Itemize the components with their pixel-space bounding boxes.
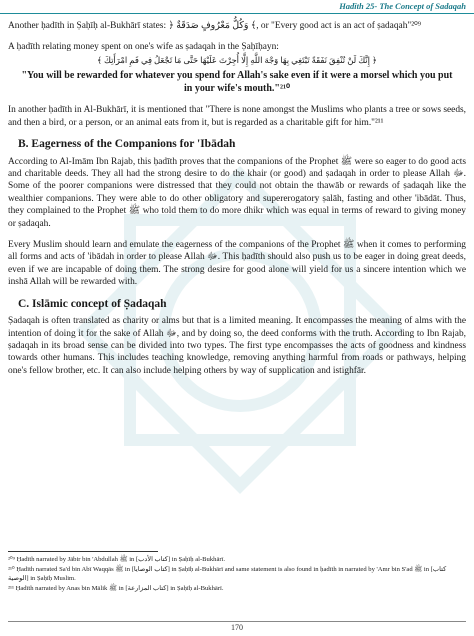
footnote-210: ²¹⁰ Ḥadīth narrated Sa'd bin Abī Waqqās ﷺ in [كتاب الوصايا] in Ṣaḥīḥ al-Bukhārī and same statement is also found in ḥadīth in narrated by 'Amr bin S'ad ﷺ in [كتاب الوصية] in Ṣaḥīḥ Muslim. — [8, 565, 447, 583]
footnote-209: ²⁰⁹ Ḥadīth narrated by Jābir bin 'Abdullah ﷺ in [كتاب الأدب] in Ṣaḥīḥ al-Bukhārī. — [8, 556, 226, 563]
hadith-quote: "You will be rewarded for whatever you spend for Allah's sake even if it were a morsel which you put in your wife's mouth."²¹⁰ — [21, 70, 453, 94]
arabic-hadith-text: ﴿ إِنَّكَ لَنْ تُنْفِقَ نَفَقَةً تَبْتَغِي بِهَا وَجْهَ اللَّهِ إِلَّا أُجِرْتَ عَلَيْهَا حَتَّى مَا تَجْعَلُ فِي فَمِ امْرَأَتِكَ ﴾ — [97, 55, 377, 65]
footnote-divider — [8, 551, 158, 552]
paragraph-sahihayn-intro: A ḥadīth relating money spent on one's wife as ṣadaqah in the Ṣaḥīḥayn: — [8, 42, 279, 53]
footnotes — [8, 555, 466, 593]
section-b-heading: B. Eagerness of the Companions for 'Ibādah — [18, 138, 236, 151]
page-header — [0, 0, 474, 14]
paragraph-bukhari-good-act: Another ḥadīth in Ṣaḥīḥ al-Bukhārī states: ﴿ وَكُلُّ مَعْرُوفٍ صَدَقَةٌ ﴾, or "Every good act is an act of ṣadaqah"²⁰⁹ — [8, 21, 422, 31]
section-b-paragraph-2: Every Muslim should learn and emulate the eagerness of the companions of the Prophet ﷺ when it comes to performing all forms and acts of 'ibādah in order to please Allah ﷻ. This ḥadīth should also push us to be eager in doing great deeds, even if we are incapable of doing them. The strong desire for good alone will yield for us a sincere intention which we inshā Allah will be rewarded with. — [8, 240, 466, 288]
paragraph-planting-tree: In another ḥadīth in Al-Bukhārī, it is mentioned that "There is none amongst the Muslims who plants a tree or sows seeds, and then a bird, or a person, or an animal eats from it, but is regarded as a charitable gift for him."²¹¹ — [8, 105, 466, 128]
page-number: 170 — [231, 623, 243, 632]
section-b-paragraph-1: According to Al-Imām Ibn Rajab, this ḥadīth proves that the companions of the Prophet ﷺ were so eager to do good acts and charitable deeds. They all had the strong desire to do the khair (or good) and ṣadaqah in order to please Allah ﷻ. Some of the poorer companions were distressed that they could not obtain the thawāb or rewards of ṣadaqah like the wealthier companions. They were able to do other obligatory and supererogatory ṣalāh, fasting and other 'ibādāt. Thus, they complained to the Prophet ﷺ who told them to do more dhikr which was equal in terms of reward to giving money or ṣadaqah. — [8, 156, 466, 229]
main-content — [8, 20, 466, 386]
section-c-paragraph-1: Ṣadaqah is often translated as charity or alms but that is a limited meaning. It encompasses the meaning of alms with the intention of doing it for the sake of Allah ﷻ, and by doing so, the deed conforms with the truth. According to Ibn Rajab, ṣadaqah in its broad sense can be divided into two types. The first type encompasses the acts of goodness and kindness towards other humans. This includes teaching knowledge, removing anything harmful from roads or pathways, helping one's fellow brother, etc. It can also include helping others by way of supplication and istighfār. — [8, 316, 466, 376]
footnote-211: ²¹¹ Ḥadīth narrated by Anas bin Mālik ﷺ in [كتاب المزارعة] in Ṣaḥīḥ al-Bukhārī. — [8, 584, 224, 592]
running-header-title: Hadīth 25- The Concept of Sadaqah — [339, 1, 466, 11]
section-c-heading: C. Islāmic concept of Ṣadaqah — [18, 297, 167, 310]
page-footer-rule — [8, 621, 466, 622]
